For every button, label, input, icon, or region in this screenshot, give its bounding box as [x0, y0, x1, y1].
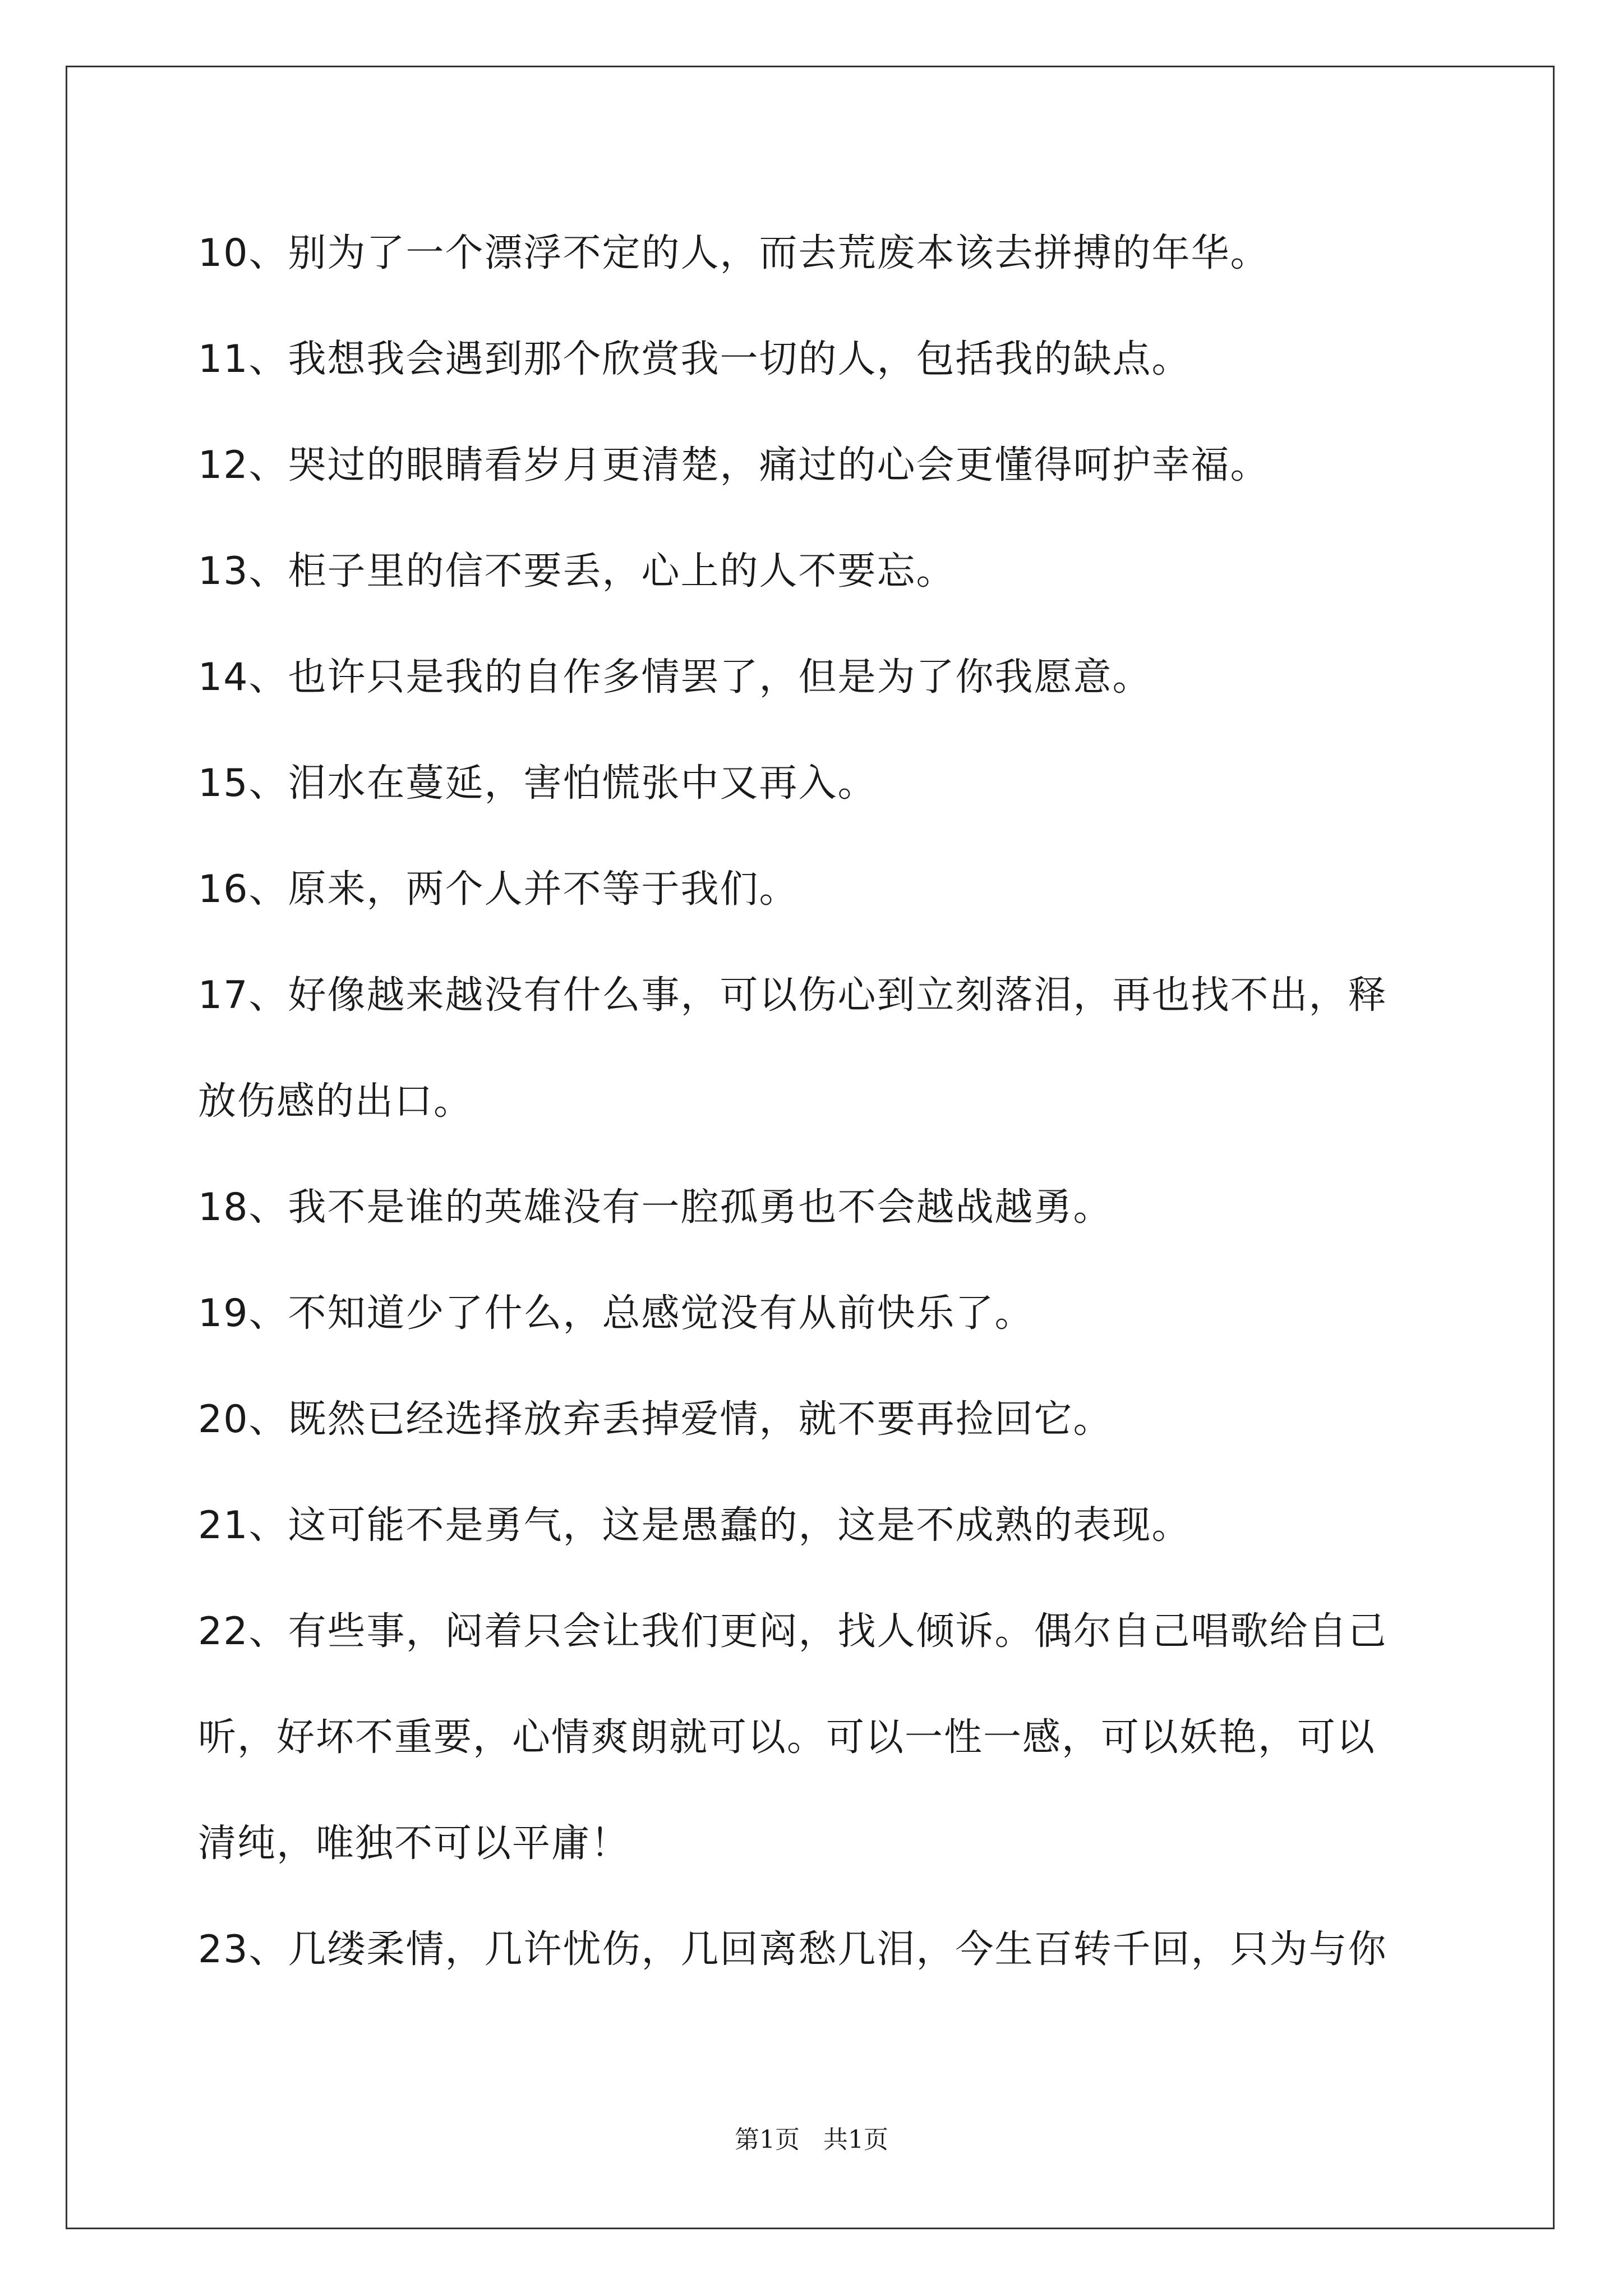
text-line: 17、好像越来越没有什么事，可以伤心到立刻落泪，再也找不出，释: [198, 973, 1387, 1018]
text-line: 14、也许只是我的自作多情罢了，但是为了你我愿意。: [198, 655, 1152, 700]
document-body: [198, 209, 1443, 2011]
page-footer: [0, 2123, 1623, 2157]
page-total: 共1页: [823, 2125, 888, 2154]
text-line: 13、柜子里的信不要丢，心上的人不要忘。: [198, 549, 956, 593]
text-line: 15、泪水在蔓延，害怕慌张中又再入。: [198, 761, 877, 806]
text-line: 放伤感的出口。: [198, 1079, 473, 1124]
text-line: 18、我不是谁的英雄没有一腔孤勇也不会越战越勇。: [198, 1185, 1113, 1230]
text-line: 清纯，唯独不可以平庸！: [198, 1821, 630, 1866]
text-line: 听，好坏不重要，心情爽朗就可以。可以一性一感，可以妖艳，可以: [198, 1715, 1376, 1760]
text-line: 12、哭过的眼睛看岁月更清楚，痛过的心会更懂得呵护幸福。: [198, 443, 1270, 487]
text-line: 20、既然已经选择放弃丢掉爱情，就不要再捡回它。: [198, 1397, 1113, 1442]
text-line: 10、别为了一个漂浮不定的人，而去荒废本该去拼搏的年华。: [198, 231, 1270, 275]
text-line: 21、这可能不是勇气，这是愚蠢的，这是不成熟的表现。: [198, 1503, 1191, 1548]
text-line: 19、不知道少了什么，总感觉没有从前快乐了。: [198, 1291, 1034, 1336]
text-line: 22、有些事，闷着只会让我们更闷，找人倾诉。偶尔自己唱歌给自己: [198, 1609, 1387, 1654]
page-number: 第1页: [735, 2125, 800, 2154]
text-line: 23、几缕柔情，几许忧伤，几回离愁几泪，今生百转千回，只为与你: [198, 1927, 1387, 1972]
text-line: 16、原来，两个人并不等于我们。: [198, 867, 799, 912]
text-line: 11、我想我会遇到那个欣赏我一切的人，包括我的缺点。: [198, 337, 1191, 381]
